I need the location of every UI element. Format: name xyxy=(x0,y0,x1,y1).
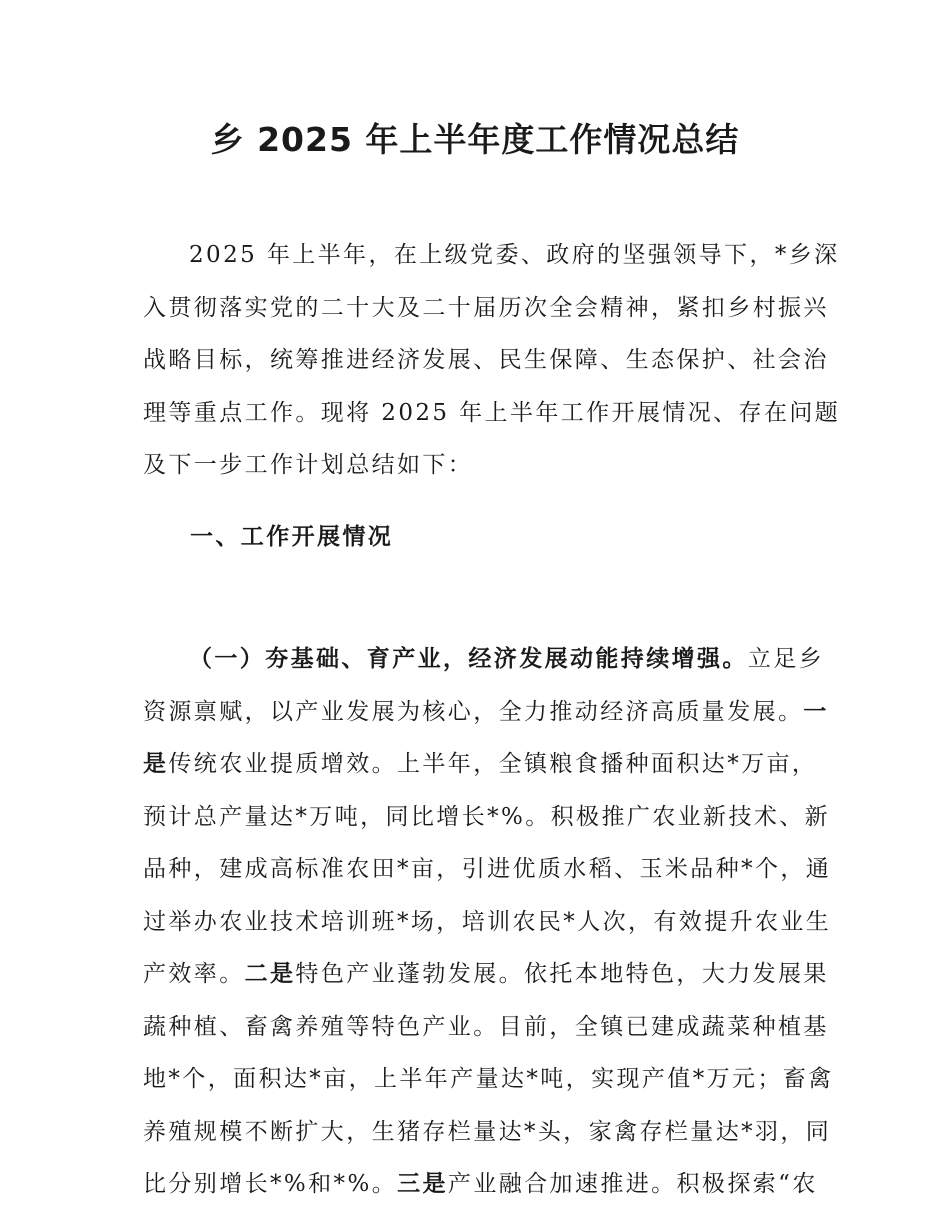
document-title: 乡 2025 年上半年度工作情况总结 xyxy=(210,120,740,159)
intro-line-5: 及下一步工作计划总结如下： xyxy=(143,452,474,478)
subsection-1-line-11-b: 产业融合加速推进。积极探索“农 xyxy=(447,1171,818,1197)
subsection-1-line-1 xyxy=(143,633,825,686)
subsection-1-line-11 xyxy=(143,1158,818,1211)
subsection-1-line-2-text: 资源禀赋，以产业发展为核心，全力推动经济高质量发展。 xyxy=(143,698,804,725)
intro-paragraph xyxy=(143,229,841,492)
subsection-1-line-1-rest: 立足乡 xyxy=(747,646,825,672)
marker-er: 二是 xyxy=(244,961,296,987)
subsection-1-line-10: 养殖规模不断扩大，生猪存栏量达*头，家禽存栏量达*羽，同 xyxy=(143,1118,832,1145)
intro-line-2: 入贯彻落实党的二十大及二十届历次全会精神，紧扣乡村振兴 xyxy=(143,294,829,321)
subsection-1-paragraph xyxy=(143,633,834,1211)
intro-line-1: 2025 年上半年，在上级党委、政府的坚强领导下，*乡深 xyxy=(189,242,840,268)
section-heading-1: 一、工作开展情况 xyxy=(190,524,394,550)
marker-yi-part1: 一 xyxy=(803,698,829,725)
intro-line-3: 战略目标，统筹推进经济发展、民生保障、生态保护、社会治 xyxy=(143,347,829,373)
subsection-1-line-11-a: 比分别增长*%和*%。 xyxy=(143,1171,398,1197)
marker-san: 三是 xyxy=(397,1171,448,1197)
subsection-1-line-3 xyxy=(143,738,818,791)
subsection-1-line-2 xyxy=(143,686,829,739)
subsection-1-line-5: 品种，建成高标准农田*亩，引进优质水稻、玉米品种*个，通 xyxy=(143,856,832,882)
intro-line-4: 理等重点工作。现将 2025 年上半年工作开展情况、存在问题 xyxy=(143,399,841,426)
subsection-1-line-3-text: 传统农业提质增效。上半年，全镇粮食播种面积达*万亩， xyxy=(168,751,818,777)
subsection-1-line-9: 地*个，面积达*亩，上半年产量达*吨，实现产值*万元；畜禽 xyxy=(143,1066,834,1092)
subsection-1-line-8: 蔬种植、畜禽养殖等特色产业。目前，全镇已建成蔬菜种植基 xyxy=(143,1013,829,1040)
subsection-1-heading: （一）夯基础、育产业，经济发展动能持续增强。 xyxy=(189,646,748,672)
subsection-1-line-6: 过举办农业技术培训班*场，培训农民*人次，有效提升农业生 xyxy=(143,908,832,935)
subsection-1-line-4: 预计总产量达*万吨，同比增长*%。积极推广农业新技术、新 xyxy=(143,803,831,830)
subsection-1-line-7-b: 特色产业蓬勃发展。依托本地特色，大力发展果 xyxy=(295,961,829,987)
subsection-1-line-7-a: 产效率。 xyxy=(143,961,245,987)
marker-yi-part2: 是 xyxy=(143,751,169,777)
subsection-1-line-7 xyxy=(143,948,829,1001)
